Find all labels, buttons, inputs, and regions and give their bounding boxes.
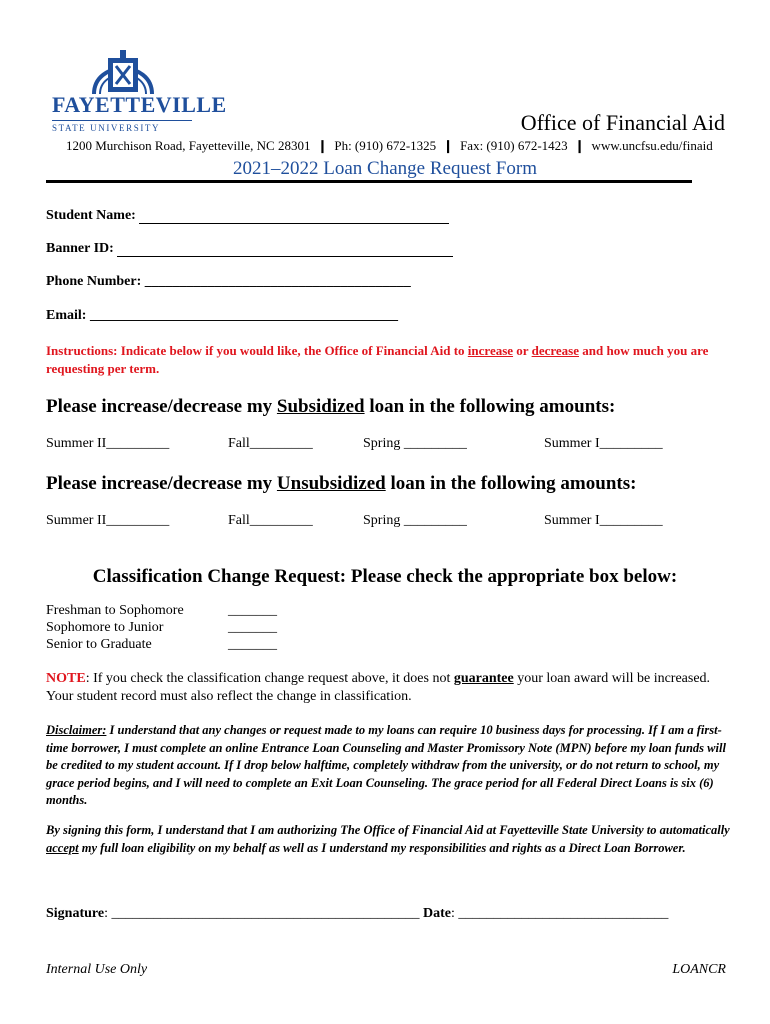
subsidized-summer-ii-field[interactable]: Summer II_________ — [46, 436, 170, 451]
internal-use-label: Internal Use Only — [46, 962, 148, 977]
classification-freshman-sophomore: Freshman to Sophomore — [46, 603, 184, 618]
classification-checkbox-freshman[interactable]: _______ — [228, 603, 277, 618]
logo-wordmark: FAYETTEVILLE — [52, 92, 227, 117]
signature-label: Signature — [46, 906, 105, 921]
email-field[interactable]: Email: ____________________________________________ — [46, 308, 398, 323]
logo-subtitle: STATE UNIVERSITY — [52, 120, 192, 133]
instructions: Instructions: Indicate below if you would like, the Office of Financial Aid to increase or decrease and how much you are requesting per term. — [46, 343, 709, 376]
unsubsidized-spring-field[interactable]: Spring _________ — [363, 513, 467, 528]
student-name-row — [46, 208, 449, 224]
student-name-label: Student Name: — [46, 208, 136, 223]
signature-row — [46, 906, 668, 922]
subsidized-heading: Please increase/decrease my Subsidized loan in the following amounts: — [46, 396, 616, 417]
classification-checkbox-senior[interactable]: _______ — [228, 637, 277, 652]
banner-id-input[interactable] — [117, 242, 453, 257]
disclaimer-paragraph: Disclaimer: I understand that any changes or request made to my loans can require 10 business days for processing. If I am a first-time borrower, I must complete an online Entrance Loan Counseling and Master Promissory Note (MPN) before my loan funds will be credited to my student account. If I drop below halftime, completely withdraw from the university, or do not return to school, my grace period begins, and I will need to complete an Exit Loan Counseling. The grace period for all Federal Direct Loans is six (6) months. — [46, 723, 726, 807]
classification-sophomore-junior: Sophomore to Junior — [46, 620, 164, 635]
note-paragraph: NOTE: If you check the classification change request above, it does not guarantee your loan award will be increased. Your student record must also reflect the change in classification. — [46, 671, 711, 704]
contact-address: 1200 Murchison Road, Fayetteville, NC 28301 ❙ Ph: (910) 672-1325 ❙ Fax: (910) 672-1423 ❙ www.uncfsu.edu/finaid — [66, 138, 713, 153]
phone-number-field[interactable]: Phone Number: ______________________________________ — [46, 274, 411, 289]
subsidized-summer-i-field[interactable]: Summer I_________ — [544, 436, 663, 451]
header-divider — [46, 180, 692, 183]
classification-checkbox-sophomore[interactable]: _______ — [228, 620, 277, 635]
banner-id-label: Banner ID: — [46, 241, 114, 256]
unsubsidized-summer-ii-field[interactable]: Summer II_________ — [46, 513, 170, 528]
office-title: Office of Financial Aid — [520, 110, 725, 135]
student-name-input[interactable] — [139, 209, 449, 224]
form-code: LOANCR — [672, 962, 726, 977]
date-input[interactable]: : ______________________________ — [450, 906, 669, 921]
authorization-paragraph: By signing this form, I understand that I am authorizing The Office of Financial Aid at Fayetteville State University to automatically accept my full loan eligibility on my behalf as well as I understand my responsibilities and rights as a Direct Loan Borrower. — [46, 823, 730, 855]
form-title: 2021–2022 Loan Change Request Form — [233, 158, 537, 179]
unsubsidized-summer-i-field[interactable]: Summer I_________ — [544, 513, 663, 528]
banner-id-row — [46, 241, 453, 257]
date-label: Date — [422, 906, 451, 921]
signature-input[interactable]: : ____________________________________________ — [104, 906, 423, 921]
classification-heading: Classification Change Request: Please check the appropriate box below: — [92, 566, 678, 587]
subsidized-spring-field[interactable]: Spring _________ — [363, 436, 467, 451]
subsidized-fall-field[interactable]: Fall_________ — [228, 436, 313, 451]
classification-senior-graduate: Senior to Graduate — [46, 637, 152, 652]
unsubsidized-heading: Please increase/decrease my Unsubsidized loan in the following amounts: — [46, 473, 637, 494]
unsubsidized-fall-field[interactable]: Fall_________ — [228, 513, 313, 528]
